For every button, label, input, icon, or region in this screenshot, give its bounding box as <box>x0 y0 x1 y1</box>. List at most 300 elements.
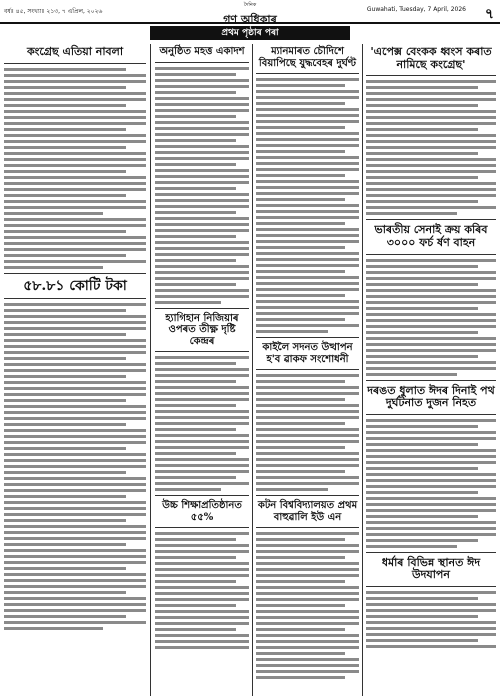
text-line <box>155 241 249 244</box>
text-line <box>155 404 236 407</box>
text-line <box>155 634 249 637</box>
divider <box>366 380 496 381</box>
divider <box>366 75 496 76</box>
text-line <box>256 544 359 547</box>
text-line <box>366 367 496 370</box>
text-line <box>155 604 236 607</box>
text-line <box>4 158 146 161</box>
text-line <box>4 194 126 197</box>
text-line <box>366 473 496 476</box>
text-line <box>256 652 345 655</box>
text-line <box>366 295 496 298</box>
text-line <box>256 198 345 201</box>
text-line <box>256 126 345 129</box>
text-line <box>4 68 126 71</box>
headline: উচ্চ শিক্ষাপ্ৰতিষ্ঠানত ৫৫% <box>162 500 242 523</box>
text-line <box>256 180 359 183</box>
text-line <box>256 392 359 395</box>
text-line <box>155 301 221 304</box>
text-line <box>4 321 146 324</box>
column-rule <box>252 44 253 696</box>
text-line <box>155 193 249 196</box>
text-line <box>366 80 496 83</box>
text-line <box>366 140 496 143</box>
text-line <box>256 222 345 225</box>
text-line <box>155 283 236 286</box>
text-line <box>366 621 496 624</box>
text-line <box>155 277 249 280</box>
text-line <box>4 333 126 336</box>
text-line <box>366 86 478 89</box>
divider <box>4 298 146 299</box>
text-line <box>366 627 496 630</box>
text-line <box>4 339 146 342</box>
text-line <box>155 79 249 82</box>
text-line <box>366 455 496 458</box>
text-line <box>256 622 359 625</box>
text-line <box>155 470 249 473</box>
text-line <box>256 324 359 327</box>
text-line <box>4 134 146 137</box>
text-line <box>4 164 146 167</box>
text-line <box>366 188 496 191</box>
text-line <box>256 616 359 619</box>
text-line <box>366 92 496 95</box>
text-line <box>155 428 236 431</box>
text-line <box>155 362 236 365</box>
text-line <box>155 398 249 401</box>
text-line <box>4 110 146 113</box>
text-line <box>155 574 249 577</box>
text-line <box>256 398 345 401</box>
text-line <box>4 381 146 384</box>
text-line <box>4 128 126 131</box>
text-line <box>366 437 496 440</box>
text-line <box>155 169 249 172</box>
text-line <box>155 580 236 583</box>
text-line <box>366 283 478 286</box>
text-line <box>155 556 236 559</box>
text-line <box>4 140 146 143</box>
text-line <box>256 580 345 583</box>
text-line <box>366 639 478 642</box>
divider <box>366 254 496 255</box>
text-line <box>4 206 146 209</box>
issue-info: বৰ্ষঃ ৪৫, সংখ্যাঃ ২১৩, ৭ এপ্ৰিল, ২০২৬ <box>4 8 103 15</box>
text-line <box>155 452 236 455</box>
text-line <box>4 471 126 474</box>
text-line <box>256 114 359 117</box>
text-line <box>4 266 103 269</box>
text-line <box>155 476 236 479</box>
text-line <box>4 218 146 221</box>
text-line <box>256 470 345 473</box>
text-line <box>4 303 146 306</box>
headline: অনুষ্ঠিত মহত্ত একাদশ <box>159 46 245 57</box>
text-line <box>155 422 249 425</box>
text-line <box>4 615 126 618</box>
text-line <box>4 387 146 390</box>
text-line <box>256 670 359 673</box>
text-line <box>256 306 359 309</box>
divider <box>256 73 359 74</box>
text-line <box>256 186 359 189</box>
text-line <box>366 479 496 482</box>
text-line <box>4 591 126 594</box>
text-line <box>366 331 478 334</box>
text-line <box>366 539 478 542</box>
text-line <box>4 489 146 492</box>
text-line <box>4 260 146 263</box>
text-line <box>4 411 146 414</box>
text-line <box>366 170 496 173</box>
text-line <box>4 555 146 558</box>
text-line <box>366 152 478 155</box>
text-line <box>4 122 146 125</box>
text-line <box>366 337 496 340</box>
text-line <box>256 132 359 135</box>
text-line <box>366 271 496 274</box>
text-line <box>4 86 126 89</box>
text-line <box>4 423 126 426</box>
divider <box>155 62 249 63</box>
text-line <box>256 488 328 491</box>
text-line <box>4 513 146 516</box>
text-line <box>155 538 236 541</box>
text-line <box>366 104 478 107</box>
text-line <box>256 404 359 407</box>
text-line <box>4 230 126 233</box>
text-line <box>4 98 146 101</box>
text-line <box>155 187 236 190</box>
text-line <box>366 259 496 262</box>
text-line <box>256 78 359 81</box>
text-line <box>155 568 249 571</box>
text-line <box>366 212 457 215</box>
column-rule <box>362 44 363 696</box>
text-line <box>366 533 496 536</box>
text-line <box>256 556 345 559</box>
text-line <box>256 428 359 431</box>
column-rule <box>150 44 151 696</box>
headline: 'এপেক্স বেংকক ধ্বংস কৰাত নামিছে কংগ্ৰেছ' <box>370 45 492 71</box>
text-line <box>155 482 249 485</box>
text-line <box>155 127 249 130</box>
divider <box>366 552 496 553</box>
text-line <box>366 633 496 636</box>
divider <box>366 414 496 415</box>
headline: কাইলৈ সদনত উত্থাপন হ'ব ৱাকফ সংশোধনী <box>262 342 353 365</box>
text-line <box>155 109 249 112</box>
text-line <box>366 515 478 518</box>
text-line <box>256 562 359 565</box>
text-line <box>256 258 359 261</box>
text-line <box>256 446 345 449</box>
text-line <box>155 598 249 601</box>
text-line <box>155 392 249 395</box>
text-line <box>256 440 359 443</box>
text-line <box>256 586 359 589</box>
text-line <box>4 375 126 378</box>
text-line <box>256 610 359 613</box>
text-line <box>4 327 146 330</box>
text-line <box>256 204 359 207</box>
section-banner: প্ৰথম পৃষ্ঠাৰ পৰা <box>150 26 350 40</box>
text-line <box>256 380 345 383</box>
text-line <box>4 399 126 402</box>
text-line <box>256 434 359 437</box>
text-line <box>366 194 496 197</box>
text-line <box>256 270 345 273</box>
text-line <box>155 544 249 547</box>
text-line <box>155 175 249 178</box>
text-line <box>256 458 359 461</box>
text-line <box>155 151 249 154</box>
divider <box>256 527 359 528</box>
text-line <box>155 356 249 359</box>
text-line <box>155 163 236 166</box>
text-line <box>155 289 249 292</box>
text-line <box>4 561 146 564</box>
text-line <box>4 254 126 257</box>
text-line <box>4 525 146 528</box>
text-line <box>366 485 496 488</box>
text-line <box>155 103 249 106</box>
text-line <box>4 182 146 185</box>
text-line <box>366 176 478 179</box>
text-line <box>155 247 249 250</box>
text-line <box>256 330 328 333</box>
text-line <box>256 416 359 419</box>
text-line <box>4 152 146 155</box>
text-line <box>4 417 146 420</box>
divider <box>366 219 496 220</box>
text-line <box>4 309 126 312</box>
text-line <box>366 313 496 316</box>
text-line <box>256 84 345 87</box>
text-line <box>256 96 359 99</box>
text-line <box>4 200 146 203</box>
text-line <box>256 482 359 485</box>
headline: ভাৰতীয় সেনাই ক্ৰয় কৰিব ৩০০০ ফৰ্চ ৰ্ষণ বাহন <box>374 223 488 249</box>
text-line <box>366 116 496 119</box>
text-line <box>366 425 478 428</box>
text-line <box>155 622 249 625</box>
headline: কটন বিশ্ববিদ্যালয়ত প্ৰথম বাহুৱালি ইউ এন <box>257 500 358 523</box>
text-line <box>4 567 126 570</box>
text-line <box>256 568 359 571</box>
text-line <box>4 573 146 576</box>
text-line <box>4 315 146 318</box>
text-line <box>155 121 249 124</box>
text-line <box>256 464 359 467</box>
headline: ধৰ্মাৰ বিভিন্ন স্থানত ঈদ উদযাপন <box>381 555 481 582</box>
text-line <box>4 212 103 215</box>
text-line <box>155 368 249 371</box>
text-line <box>155 181 249 184</box>
text-line <box>256 228 359 231</box>
headline: হ্যাগিহান নিজিয়াৰ ওপৰত তীক্ষ্ণ দৃষ্টি কেন্দ্ৰৰ <box>165 312 239 347</box>
text-line <box>155 67 249 70</box>
text-line <box>256 658 359 661</box>
text-line <box>256 538 345 541</box>
text-line <box>4 104 126 107</box>
text-line <box>4 519 126 522</box>
text-line <box>366 431 496 434</box>
text-line <box>366 491 478 494</box>
text-line <box>4 597 146 600</box>
text-line <box>366 467 478 470</box>
text-line <box>4 188 146 191</box>
column-1 <box>4 44 146 696</box>
text-line <box>256 162 359 165</box>
divider <box>4 63 146 64</box>
text-line <box>256 210 359 213</box>
text-line <box>256 318 345 321</box>
masthead-bar <box>0 0 500 24</box>
text-line <box>256 234 359 237</box>
text-line <box>366 545 457 548</box>
text-line <box>4 477 146 480</box>
text-line <box>366 373 457 376</box>
text-line <box>366 301 496 304</box>
text-line <box>366 503 496 506</box>
text-line <box>155 223 249 226</box>
text-line <box>4 146 126 149</box>
text-line <box>155 374 249 377</box>
text-line <box>4 242 146 245</box>
text-line <box>256 422 345 425</box>
divider <box>155 308 249 309</box>
headline: দৰঙত ধুলাত ঈদৰ দিনাই পথ দুৰ্ঘটনাত দুজন নিহত <box>367 383 495 410</box>
masthead-title: গণ অধিকাৰ <box>223 13 277 26</box>
divider <box>366 586 496 587</box>
text-line <box>256 150 345 153</box>
text-line <box>256 168 359 171</box>
text-line <box>256 640 359 643</box>
text-line <box>155 610 249 613</box>
column-4 <box>366 44 496 696</box>
text-line <box>4 459 146 462</box>
text-line <box>256 532 359 535</box>
headline: কংগ্ৰেছ এতিয়া নাবলা <box>26 45 124 58</box>
text-line <box>155 434 249 437</box>
text-line <box>155 440 249 443</box>
text-line <box>155 410 249 413</box>
text-line <box>155 295 249 298</box>
text-line <box>4 405 146 408</box>
text-line <box>155 271 249 274</box>
text-line <box>155 133 249 136</box>
text-line <box>4 429 146 432</box>
dateline: Guwahati, Tuesday, 7 April, 2026 <box>366 6 466 13</box>
text-line <box>4 465 146 468</box>
divider <box>256 369 359 370</box>
text-line <box>256 550 359 553</box>
divider <box>155 351 249 352</box>
divider <box>155 495 249 496</box>
text-line <box>155 446 249 449</box>
text-line <box>4 92 146 95</box>
text-line <box>155 229 249 232</box>
text-line <box>256 628 345 631</box>
text-line <box>4 435 146 438</box>
text-line <box>155 265 249 268</box>
text-line <box>366 645 496 648</box>
text-line <box>256 264 359 267</box>
text-line <box>155 464 249 467</box>
text-line <box>366 289 496 292</box>
text-line <box>366 158 496 161</box>
text-line <box>256 452 359 455</box>
text-line <box>366 509 496 512</box>
text-line <box>366 122 496 125</box>
text-line <box>155 380 236 383</box>
text-line <box>155 532 249 535</box>
text-line <box>366 98 496 101</box>
text-line <box>256 646 359 649</box>
text-line <box>366 182 496 185</box>
headline: ৫৮.৮১ কোটি টকা <box>23 277 127 294</box>
text-line <box>256 386 359 389</box>
text-line <box>256 664 359 667</box>
text-line <box>366 349 496 352</box>
text-line <box>256 246 345 249</box>
text-line <box>155 488 221 491</box>
text-line <box>256 138 359 141</box>
text-line <box>256 634 359 637</box>
text-line <box>4 441 146 444</box>
text-line <box>366 134 496 137</box>
text-line <box>366 128 478 131</box>
text-line <box>256 108 359 111</box>
text-line <box>4 483 146 486</box>
text-line <box>155 85 249 88</box>
text-line <box>4 621 146 624</box>
text-line <box>366 110 496 113</box>
text-line <box>4 537 146 540</box>
text-line <box>256 676 345 679</box>
text-line <box>4 116 146 119</box>
divider <box>256 495 359 496</box>
text-line <box>366 461 496 464</box>
text-line <box>4 453 146 456</box>
text-line <box>4 627 103 630</box>
text-line <box>4 80 146 83</box>
text-line <box>4 549 146 552</box>
text-line <box>155 386 249 389</box>
text-line <box>256 574 359 577</box>
text-line <box>256 144 359 147</box>
text-line <box>4 74 146 77</box>
text-line <box>4 579 146 582</box>
text-line <box>155 211 236 214</box>
column-3 <box>256 44 359 696</box>
text-line <box>4 345 146 348</box>
text-line <box>366 497 496 500</box>
text-line <box>256 156 359 159</box>
column-2 <box>155 44 249 696</box>
text-line <box>366 319 496 322</box>
text-line <box>366 443 478 446</box>
text-line <box>155 97 249 100</box>
text-line <box>155 139 236 142</box>
masthead-small: দৈনিক <box>243 2 257 8</box>
text-line <box>256 294 345 297</box>
text-line <box>155 217 249 220</box>
text-line <box>155 73 236 76</box>
text-line <box>155 562 249 565</box>
